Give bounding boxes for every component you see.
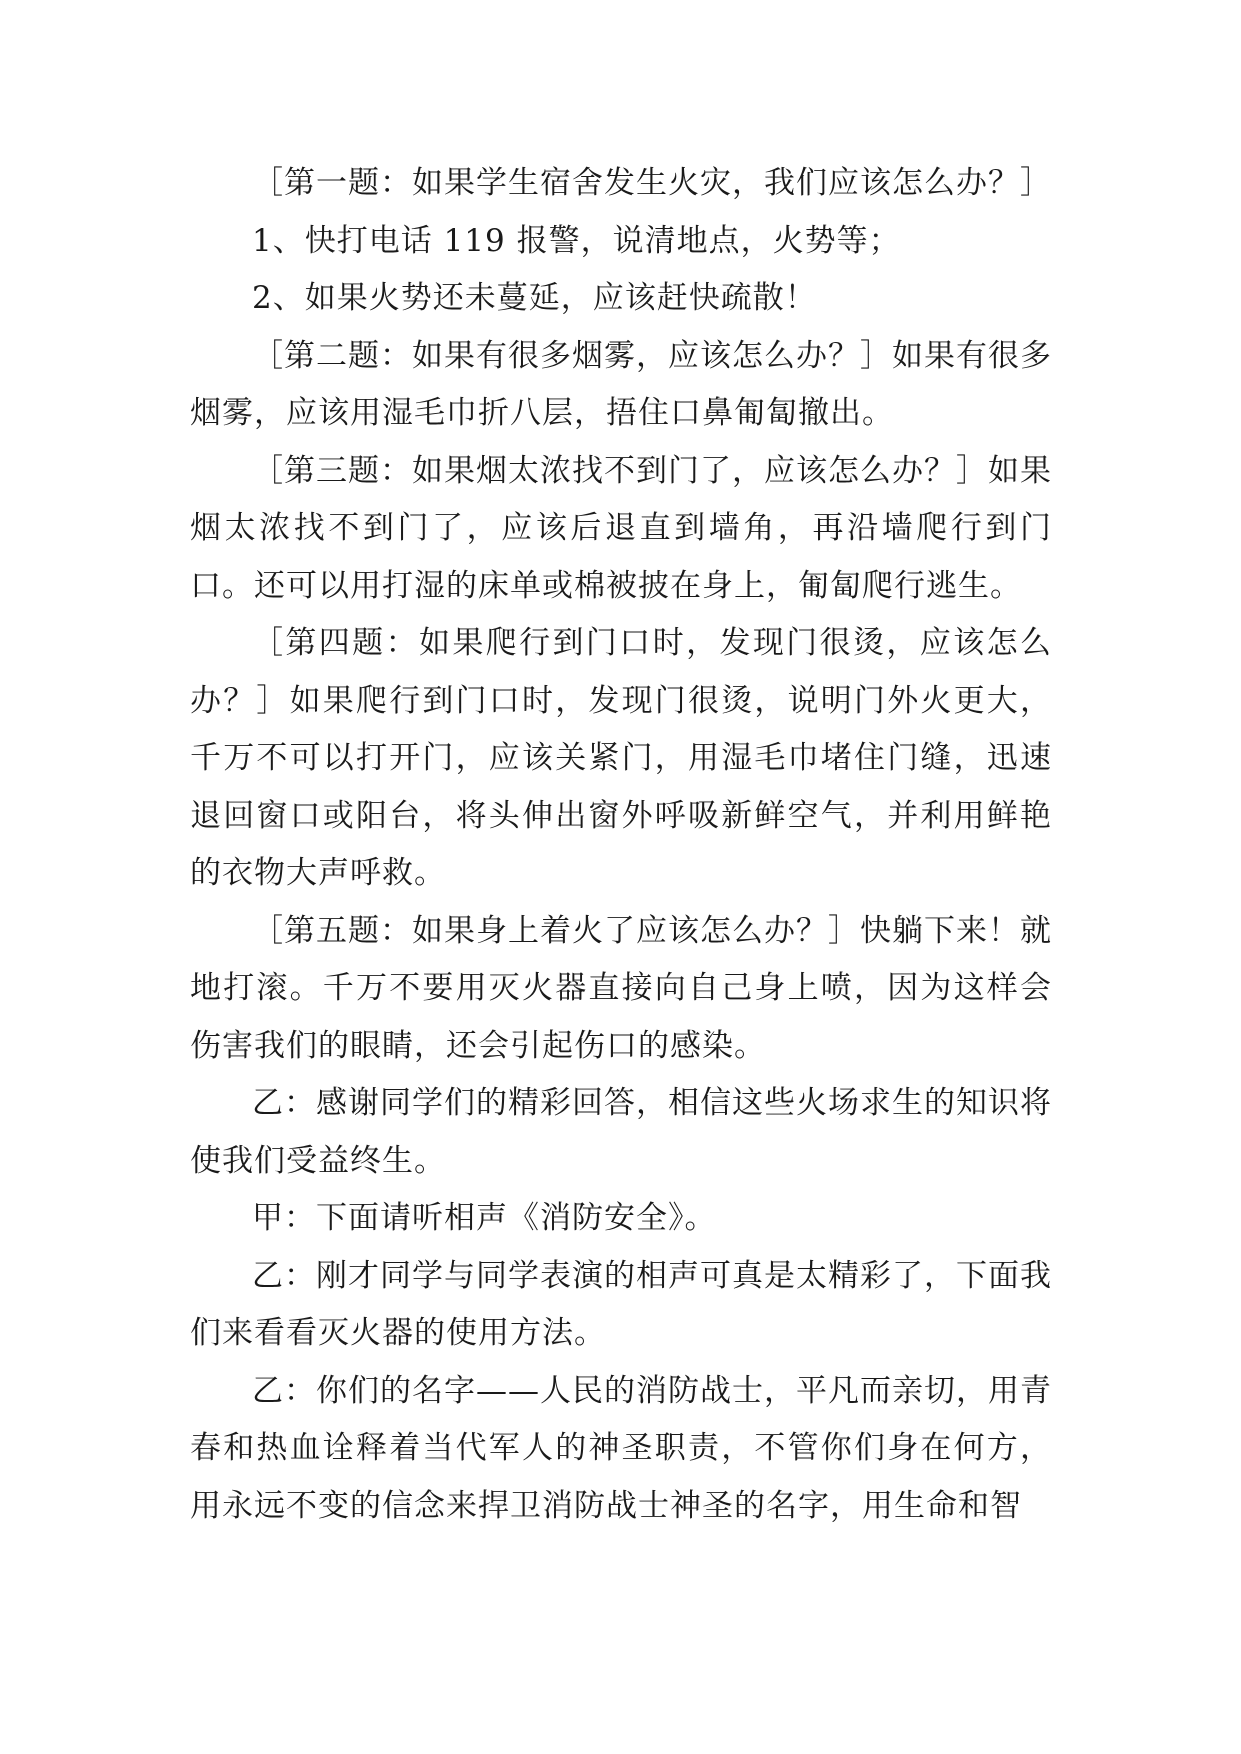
paragraph-question-4: ［第四题：如果爬行到门口时，发现门很烫，应该怎么办？］如果爬行到门口时，发现门很烫，说明门外火更大，千万不可以打开门，应该关紧门，用湿毛巾堵住门缝，迅速退回窗口或阳台，将头伸出窗外呼吸新鲜空气，并利用鲜艳的衣物大声呼救。 [190, 625, 1052, 891]
paragraph-host-yi-thanks: 乙：感谢同学们的精彩回答，相信这些火场求生的知识将使我们受益终生。 [190, 1085, 1052, 1179]
paragraph-answer-1-step-2: 2、如果火势还未蔓延，应该赶快疏散！ [252, 280, 817, 316]
paragraph-host-yi-extinguisher: 乙：刚才同学与同学表演的相声可真是太精彩了，下面我们来看看灭火器的使用方法。 [190, 1257, 1052, 1351]
paragraph-answer-1-step-1: 1、快打电话 119 报警，说清地点，火势等； [252, 222, 901, 259]
paragraph-question-3: ［第三题：如果烟太浓找不到门了，应该怎么办？］如果烟太浓找不到门了，应该后退直到墙角，再沿墙爬行到门口。还可以用打湿的床单或棉被披在身上，匍匐爬行逃生。 [190, 452, 1052, 604]
paragraph-question-5: ［第五题：如果身上着火了应该怎么办？］快躺下来！就地打滚。千万不要用灭火器直接向自己身上喷，因为这样会伤害我们的眼睛，还会引起伤口的感染。 [190, 912, 1052, 1064]
body-text [190, 155, 1052, 1535]
paragraph-question-1: ［第一题：如果学生宿舍发生火灾，我们应该怎么办？］ [252, 165, 1052, 201]
paragraph-host-jia-crosstalk: 甲：下面请听相声《消防安全》。 [252, 1200, 717, 1236]
paragraph-host-yi-tribute: 乙：你们的名字——人民的消防战士，平凡而亲切，用青春和热血诠释着当代军人的神圣职责，不管你们身在何方，用永远不变的信念来捍卫消防战士神圣的名字，用生命和智 [190, 1372, 1052, 1524]
paragraph-question-2: ［第二题：如果有很多烟雾，应该怎么办？］如果有很多烟雾，应该用湿毛巾折八层，捂住口鼻匍匐撤出。 [190, 337, 1052, 431]
